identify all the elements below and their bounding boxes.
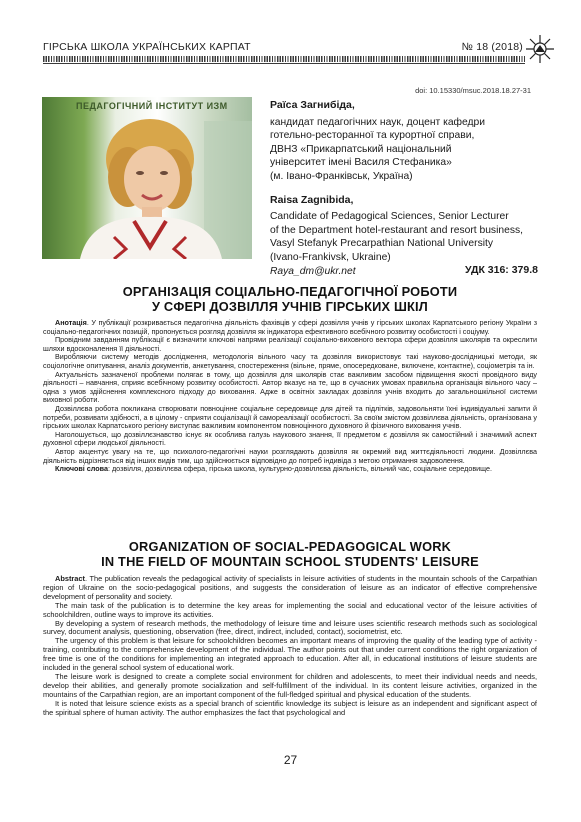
abstract-uk (43, 319, 537, 474)
author-block (270, 99, 540, 278)
doi: doi: 10.15330/msuc.2018.18.27-31 (415, 86, 531, 95)
abstract-paragraph: Актуальність зазначеної проблеми полягає в тому, що дозвілля для школярів стає важливим засобом підвищення якості провідного виду діяльності – навчання, сприяє всебічному розвитку особистості. Автор вказує на те, що в сучасних умовах правильна організація вільного часу – одна з умов здійснення комплексного підходу до виховання. Адже в освітніх закладах дозвілля учнів входить до загальношкільної системи виховної роботи. (43, 369, 537, 405)
abstract-paragraph: The main task of the publication is to determine the key areas for implementing the social and educational vector of the leisure activities of schoolchildren, outline ways to improve its activities. (43, 600, 537, 619)
author-affiliation-uk-line: кандидат педагогічних наук, доцент кафедри (270, 116, 486, 128)
keywords-label: Ключові слова (55, 464, 108, 474)
abstract-paragraph: Abstract. The publication reveals the pedagogical activity of specialists in leisure activities of students in the mountain schools of the Carpathian region of Ukraine on the socio-pedagogical positions, and suggests the consideration of leisure as an indicator of effective comprehensive development of personality and society. (43, 574, 537, 601)
author-name-uk: Раїса Загнибіда, (270, 99, 355, 111)
article-title-uk (43, 284, 537, 314)
abstract-label: Анотація (55, 318, 87, 327)
title-line: ORGANIZATION OF SOCIAL-PEDAGOGICAL WORK (128, 539, 452, 554)
abstract-paragraph: Дозвіллєва робота покликана створювати повноцінне соціальне середовище для дітей та підлітків, задовольняти їхні індивідуальні запити й потреби, розвивати здібності, а в цілому - сприяти соціалізації й самореалізації особистості. За своїм змістом дозвіллєва діяльність, організована у гірських школах Карпатського регіону виступає важливим компонентом повноцінного духовного й фізичного виховання учнів. (43, 403, 537, 431)
abstract-paragraph: The leisure work is designed to create a complete social environment for children and adolescents, to meet their individual needs and needs, develop their abilities, and generally promote socialization and self-fulfillment of the individual. In its content leisure activities, organized in the mountains of the Carpathian region, are an important component of the full-fledged spiritual and physical education of the students. (43, 671, 537, 699)
abstract-en (43, 575, 537, 718)
title-line: IN THE FIELD OF MOUNTAIN SCHOOL STUDENTS' LEISURE (101, 554, 479, 569)
abstract-label: Abstract (55, 574, 85, 583)
abstract-paragraph: Провідним завданням публікації є визначити ключові напрями реалізації соціально-виховного вектора сфери дозвілля школярів та окреслити шляхи вдосконалення її діяльності. (43, 335, 537, 353)
abstract-paragraph: Виробляючи систему методів дослідження, методологія вільного часу та дозвілля використовує такі науково-дослідницькі методи, як соціологічне опитування, аналіз документів, анкетування, спостереження (вільне, пряме, опосередковане, включене, контактне), соціометрія та ін. (43, 352, 537, 370)
abstract-paragraph: Наголошується, що дозвіллєзнавство існує як особлива галузь наукового знання, її предметом є дозвілля як самостійний і значимий аспект духовної сфери людської діяльності. (43, 429, 537, 448)
header-rule (43, 63, 525, 64)
author-affiliation-uk-line: університет імені Василя Стефаника» (270, 157, 452, 169)
abstract-paragraph: It is noted that leisure science exists as a special branch of scientific knowledge its subject is leisure as an independent and significant aspect of the spiritual sphere of human activity. The author emphasizes the fact that psychological and (43, 698, 537, 717)
abstract-paragraph: The urgency of this problem is that leisure for schoolchildren becomes an important means of improving the quality of the leading type of activity - training, contributing to the comprehensive development of the individual. The author points out that under current conditions the right organization of free time is one of the conditions for implementing an integrated approach to education. After all, in educational institutions of leisure students are included in the general school system of educational work. (43, 636, 537, 673)
journal-title: ГІРСЬКА ШКОЛА УКРАЇНСЬКИХ КАРПАТ (43, 41, 251, 53)
author-affiliation-en-line: of the Department hotel-restaurant and resort business, (270, 224, 523, 236)
journal-logo-icon (524, 33, 556, 65)
issue-number: № 18 (2018) (461, 41, 523, 53)
abstract-paragraph: Автор акцентує увагу на те, що психолого-педагогічні науки розглядають дозвілля як окремий вид життєдіяльності людини. Дозвіллєва діяльність відрізняється від інших видів тим, що здійснюється відповідно до потреб індивіда з метою отримання задоволення. (43, 446, 537, 465)
title-line: У СФЕРІ ДОЗВІЛЛЯ УЧНІВ ГІРСЬКИХ ШКІЛ (152, 299, 428, 314)
abstract-paragraph: Анотація. У публікації розкривається педагогічна діяльність фахівців у сфері дозвілля учнів у гірських школах Карпатського регіону України з соціально-педагогічних позицій, пропонується розгляд дозвілля як індикатора ефективного всебічного розвитку особистості і соціуму. (43, 318, 537, 336)
author-affiliation-uk-line: (м. Івано-Франківськ, Україна) (270, 170, 413, 182)
udk-code: УДК 316: 379.8 (464, 264, 538, 276)
author-affiliation-en-line: (Ivano-Frankivsk, Ukraine) (270, 251, 391, 263)
author-name-en: Raisa Zagnibida, (270, 193, 354, 206)
author-affiliation-uk-line: готельно-ресторанної та курортної справи, (270, 130, 475, 142)
running-header (43, 41, 523, 53)
keywords: Ключові слова: дозвілля, дозвіллєва сфера, гірська школа, культурно-дозвіллєва діяльність, вільний час, соціальне середовище. (55, 464, 492, 474)
header-stripe (43, 56, 525, 62)
page-number: 27 (283, 753, 298, 767)
article-title-en (43, 539, 537, 569)
author-photo (42, 97, 252, 259)
author-affiliation-en-line: Candidate of Pedagogical Sciences, Senior Lecturer (270, 211, 509, 223)
author-affiliation-en-line: Vasyl Stefanyk Precarpathian National University (270, 238, 494, 250)
author-affiliation-uk-line: ДВНЗ «Прикарпатський національний (270, 143, 452, 155)
abstract-paragraph: By developing a system of research methods, the methodology of leisure time and leisure uses scientific research methods such as sociological survey, document analysis, questioning, observation (free, direct, indirect, included, contact), sociometrist, etc. (43, 618, 537, 637)
author-email[interactable]: Raya_dm@ukr.net (270, 265, 356, 277)
photo-banner-text: ПЕДАГОГІЧНИЙ ІНСТИТУТ ИЗМ (76, 101, 228, 111)
title-line: ОРГАНІЗАЦІЯ СОЦІАЛЬНО-ПЕДАГОГІЧНОЇ РОБОТИ (122, 284, 458, 299)
